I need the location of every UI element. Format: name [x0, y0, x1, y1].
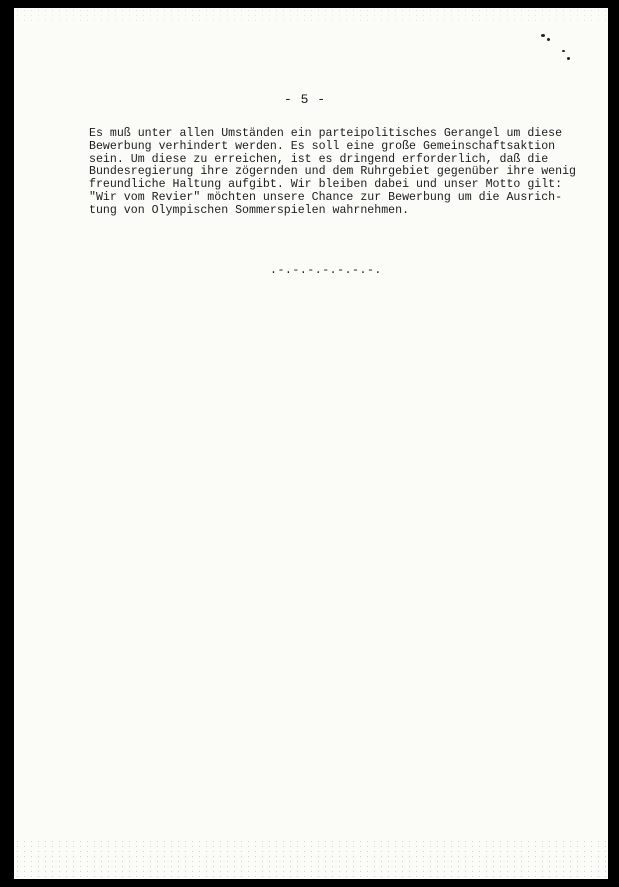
scan-noise-bottom: [14, 839, 608, 879]
end-separator: .-.-.-.-.-.-.-.: [270, 264, 382, 277]
body-paragraph: [89, 128, 589, 218]
paragraph-line: tung von Olympischen Sommerspielen wahrnehmen.: [89, 203, 410, 217]
scan-noise-top: [14, 8, 608, 22]
paragraph-line: "Wir vom Revier" möchten unsere Chance zur Bewerbung um die Ausrich-: [89, 190, 563, 204]
ink-speck: [562, 50, 565, 52]
paragraph-line: freundliche Haltung aufgibt. Wir bleiben dabei und unser Motto gilt:: [89, 178, 563, 192]
ink-speck: [541, 34, 545, 37]
paragraph-line: Bewerbung verhindert werden. Es soll eine große Gemeinschaftsaktion: [89, 139, 556, 153]
ink-speck: [547, 38, 550, 41]
document-page: [14, 8, 608, 879]
page-number: - 5 -: [284, 92, 326, 107]
ink-speck: [567, 57, 570, 60]
paragraph-line: sein. Um diese zu erreichen, ist es dringend erforderlich, daß die: [89, 152, 549, 166]
paragraph-line: Es muß unter allen Umständen ein parteipolitisches Gerangel um diese: [89, 127, 563, 140]
paragraph-line: Bundesregierung ihre zögernden und dem Ruhrgebiet gegenüber ihre wenig: [89, 165, 577, 179]
